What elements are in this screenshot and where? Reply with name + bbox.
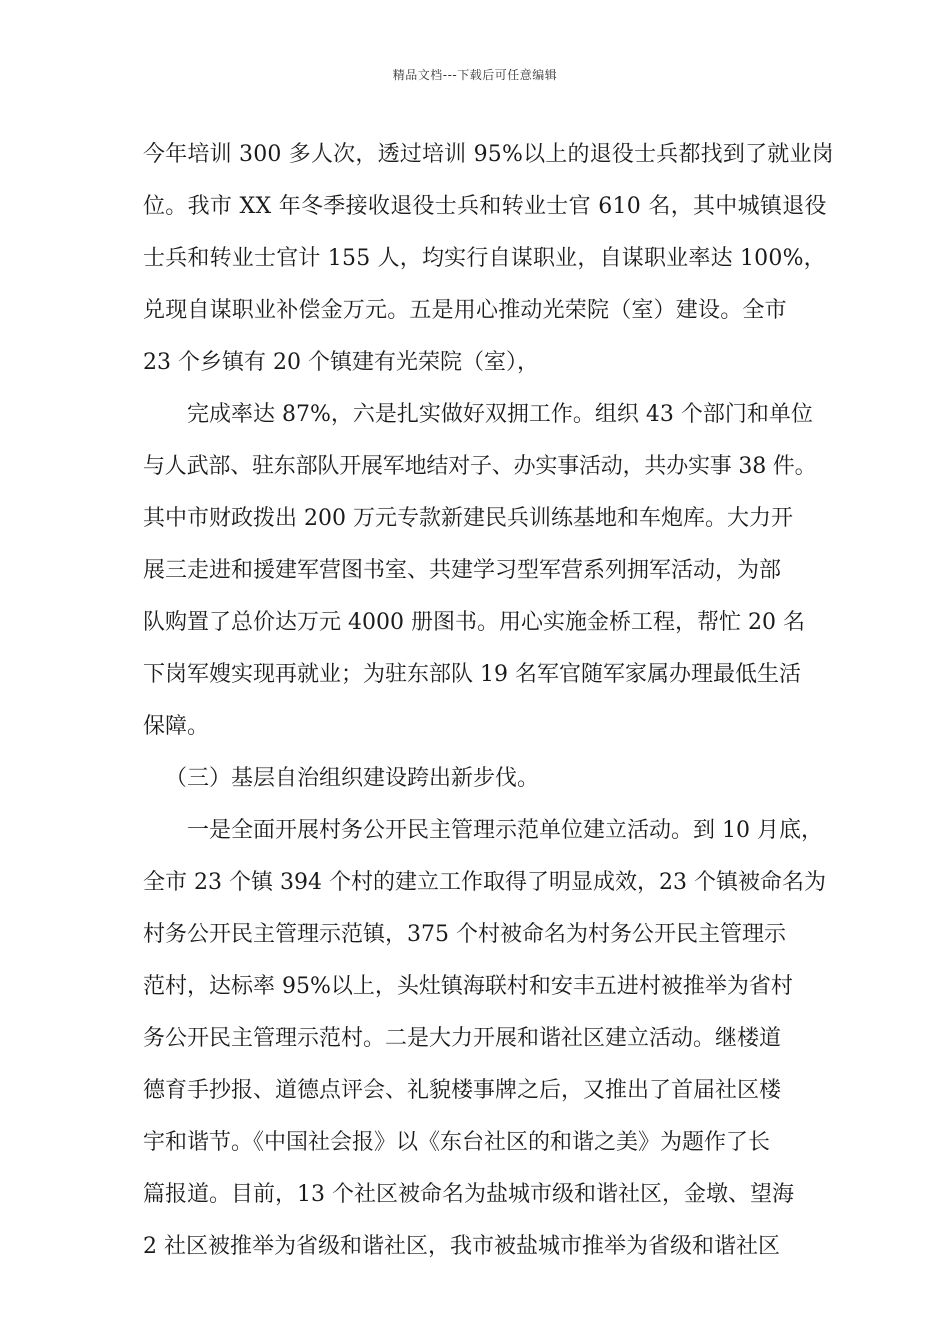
text-line: 范村，达标率 95%以上，头灶镇海联村和安丰五进村被推举为省村 <box>143 974 793 999</box>
text-line: 兑现自谋职业补偿金万元。五是用心推动光荣院（室）建设。全市 <box>143 298 787 323</box>
text-line: 士兵和转业士官计 155 人，均实行自谋职业，自谋职业率达 100%， <box>143 246 826 271</box>
text-line: 宇和谐节。《中国社会报》以《东台社区的和谐之美》为题作了长 <box>143 1130 771 1155</box>
page-header: 精品文档---下载后可任意编辑 <box>392 68 558 82</box>
text-line: 23 个乡镇有 20 个镇建有光荣院（室）， <box>143 350 539 375</box>
text-line: 其中市财政拨出 200 万元专款新建民兵训练基地和车炮库。大力开 <box>143 506 793 531</box>
text-line: 与人武部、驻东部队开展军地结对子、办实事活动，共办实事 38 件。 <box>143 454 817 479</box>
text-line: 位。我市 XX 年冬季接收退役士兵和转业士官 610 名，其中城镇退役 <box>143 194 827 219</box>
text-line: 一是全面开展村务公开民主管理示范单位建立活动。到 10 月底， <box>187 818 823 843</box>
text-line: 村务公开民主管理示范镇，375 个村被命名为村务公开民主管理示 <box>143 922 786 947</box>
text-line: 下岗军嫂实现再就业；为驻东部队 19 名军官随军家属办理最低生活 <box>143 662 801 687</box>
text-line: 务公开民主管理示范村。二是大力开展和谐社区建立活动。继楼道 <box>143 1026 782 1051</box>
text-line: 展三走进和援建军营图书室、共建学习型军营系列拥军活动，为部 <box>143 558 782 583</box>
text-line: 队购置了总价达万元 4000 册图书。用心实施金桥工程，帮忙 20 名 <box>143 610 805 635</box>
text-line: 篇报道。目前，13 个社区被命名为盐城市级和谐社区，金墩、望海 <box>143 1182 794 1207</box>
text-line: 德育手抄报、道德点评会、礼貌楼事牌之后，又推出了首届社区楼 <box>143 1078 782 1103</box>
document-body <box>143 129 834 1273</box>
text-line: 2 社区被推举为省级和谐社区，我市被盐城市推举为省级和谐社区 <box>143 1234 780 1259</box>
text-line: 完成率达 87%，六是扎实做好双拥工作。组织 43 个部门和单位 <box>187 402 813 427</box>
section-heading: （三）基层自治组织建设跨出新步伐。 <box>165 766 540 791</box>
text-line: 保障。 <box>143 714 210 739</box>
text-line: 今年培训 300 多人次，透过培训 95%以上的退役士兵都找到了就业岗 <box>143 142 834 167</box>
text-line: 全市 23 个镇 394 个村的建立工作取得了明显成效，23 个镇被命名为 <box>143 870 826 895</box>
